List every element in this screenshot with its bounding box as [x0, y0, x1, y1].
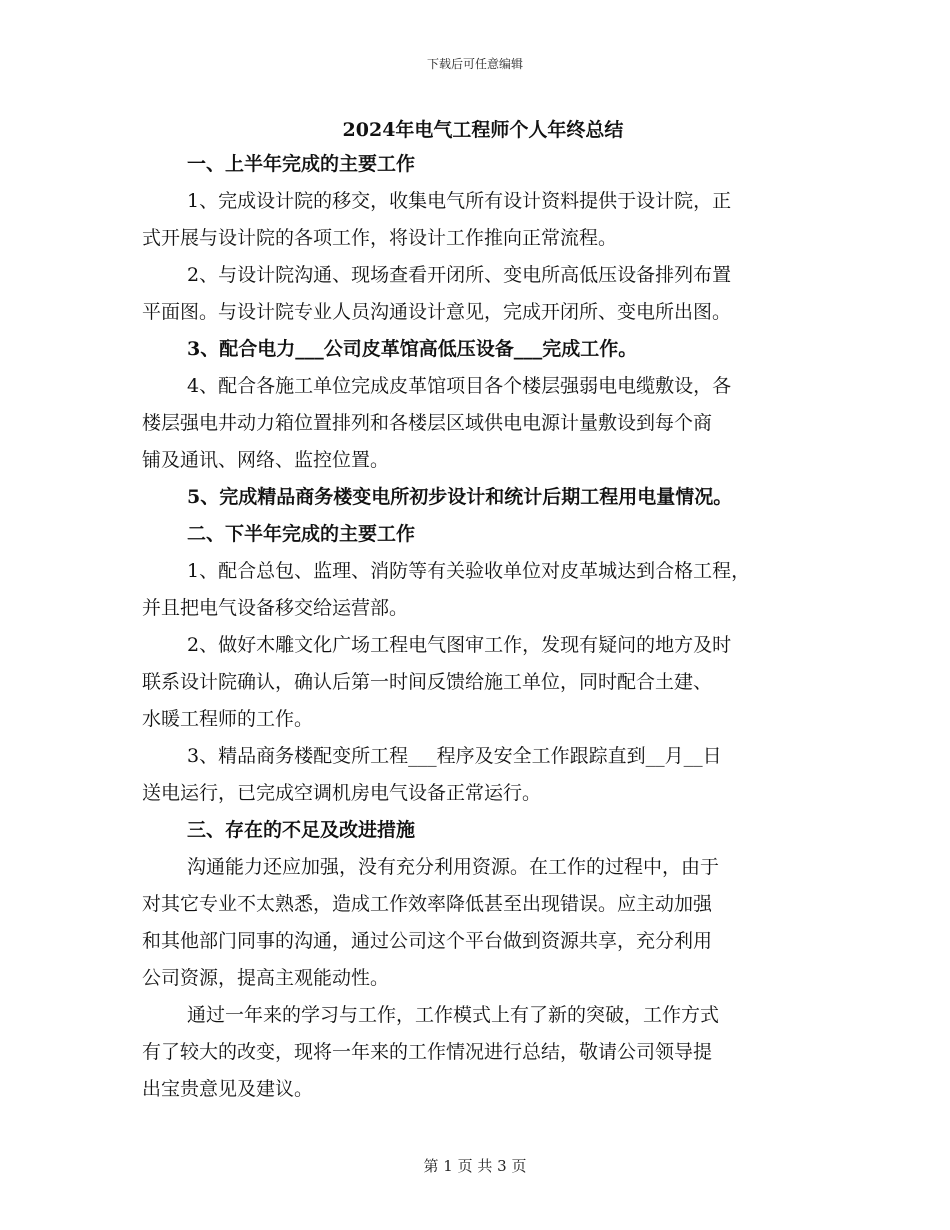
page-number: 第 1 页 共 3 页 — [423, 1157, 527, 1175]
paragraph — [142, 331, 814, 368]
text-line: 2、做好木雕文化广场工程电气图审工作，发现有疑问的地方及时 — [187, 634, 732, 656]
section-heading — [142, 516, 814, 553]
text-line: 铺及通讯、网络、监控位置。 — [142, 449, 390, 471]
text-line: 通过一年来的学习与工作，工作模式上有了新的突破，工作方式 — [187, 1004, 720, 1026]
section-heading — [142, 146, 814, 183]
text-line: 式开展与设计院的各项工作，将设计工作推向正常流程。 — [142, 227, 618, 249]
text-line: 5、完成精品商务楼变电所初步设计和统计后期工程用电量情况。 — [187, 486, 733, 508]
text-line: 送电运行，已完成空调机房电气设备正常运行。 — [142, 782, 542, 804]
text-line: 沟通能力还应加强，没有充分利用资源。在工作的过程中，由于 — [187, 856, 720, 878]
paragraph — [142, 849, 814, 997]
text-line: 二、下半年完成的主要工作 — [187, 523, 416, 545]
text-line: 公司资源，提高主观能动性。 — [142, 967, 390, 989]
text-line: 3、精品商务楼配变所工程___程序及安全工作跟踪直到__月__日 — [187, 745, 722, 767]
text-line: 和其他部门同事的沟通，通过公司这个平台做到资源共享，充分利用 — [142, 930, 713, 952]
paragraph — [142, 553, 814, 627]
document-body — [142, 114, 814, 1108]
text-line: 对其它专业不太熟悉，造成工作效率降低甚至出现错误。应主动加强 — [142, 893, 713, 915]
paragraph — [142, 257, 814, 331]
paragraph — [142, 997, 814, 1108]
text-line: 三、存在的不足及改进措施 — [187, 819, 416, 841]
text-line: 平面图。与设计院专业人员沟通设计意见，完成开闭所、变电所出图。 — [142, 301, 732, 323]
text-line: 3、配合电力___公司皮革馆高低压设备___完成工作。 — [187, 338, 638, 360]
paragraph — [142, 627, 814, 738]
document-title: 2024年电气工程师个人年终总结 — [342, 119, 624, 141]
paragraph — [142, 738, 814, 812]
text-line: 1、完成设计院的移交，收集电气所有设计资料提供于设计院，正 — [187, 190, 732, 212]
text-line: 有了较大的改变，现将一年来的工作情况进行总结，敬请公司领导提 — [142, 1041, 713, 1063]
paragraph — [142, 183, 814, 257]
section-heading — [142, 812, 814, 849]
text-line: 水暖工程师的工作。 — [142, 708, 314, 730]
text-line: 2、与设计院沟通、现场查看开闭所、变电所高低压设备排列布置 — [187, 264, 732, 286]
text-line: 楼层强电井动力箱位置排列和各楼层区域供电电源计量敷设到每个商 — [142, 412, 713, 434]
page-header: 下载后可任意编辑 — [426, 57, 523, 71]
text-line: 并且把电气设备移交给运营部。 — [142, 597, 409, 619]
paragraph — [142, 479, 814, 516]
text-line: 一、上半年完成的主要工作 — [187, 153, 416, 175]
text-line: 1、配合总包、监理、消防等有关验收单位对皮革城达到合格工程， — [187, 560, 751, 582]
text-line: 4、配合各施工单位完成皮革馆项目各个楼层强弱电电缆敷设，各 — [187, 375, 732, 397]
text-line: 联系设计院确认，确认后第一时间反馈给施工单位，同时配合土建、 — [142, 671, 713, 693]
paragraph — [142, 368, 814, 479]
text-line: 出宝贵意见及建议。 — [142, 1078, 314, 1100]
